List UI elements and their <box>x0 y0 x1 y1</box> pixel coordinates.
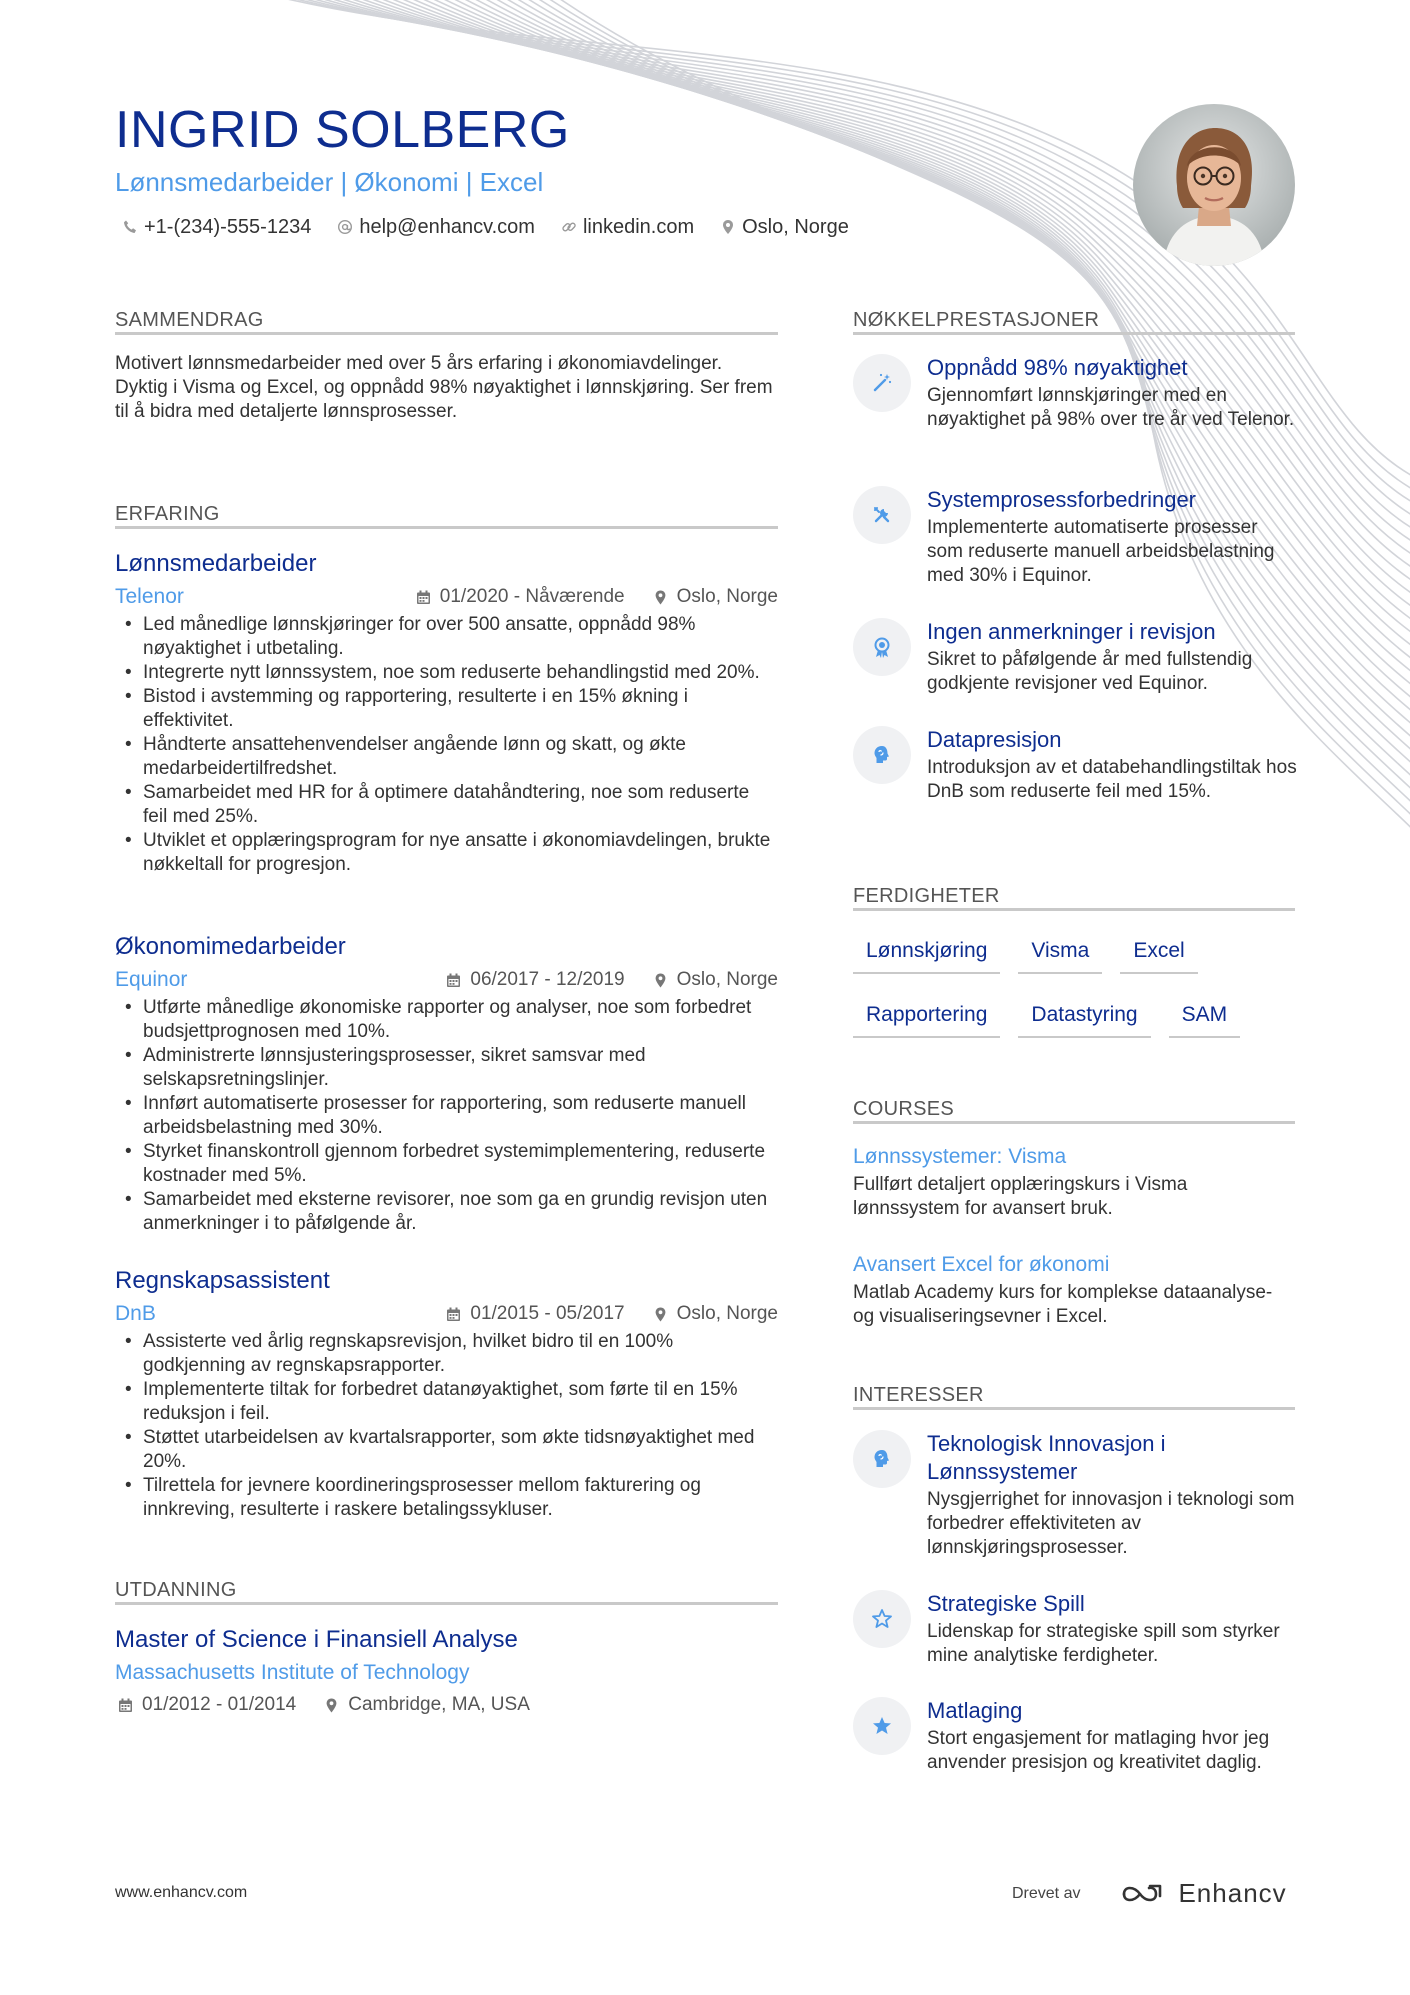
list-item: • Assisterte ved årlig regnskapsrevisjon, hvilket bidro til en 100% godkjenning av regnskapsrapporter. <box>143 1330 778 1378</box>
achievement-desc: Introduksjon av et databehandlingstiltak hos DnB som reduserte feil med 15%. <box>927 757 1297 802</box>
achievement-icon-circle <box>853 726 911 784</box>
section-divider <box>853 1407 1295 1410</box>
achievement-desc: Gjennomført lønnskjøringer med en nøyaktighet på 98% over tre år ved Telenor. <box>927 385 1295 430</box>
phone-icon <box>122 219 138 235</box>
interest-desc: Stort engasjement for matlaging hvor jeg anvender presisjon og kreativitet daglig. <box>927 1728 1270 1773</box>
section-divider <box>115 332 778 335</box>
job-meta-right <box>418 1303 778 1325</box>
education-entry <box>115 1625 778 1719</box>
section-title-education: UTDANNING <box>115 1579 237 1601</box>
interest-title: Matlaging <box>927 1698 1023 1723</box>
section-title-experience: ERFARING <box>115 503 220 525</box>
achievement-text <box>927 354 1297 432</box>
course-title: Avansert Excel for økonomi <box>853 1253 1110 1276</box>
achievement-item <box>853 354 1295 464</box>
brain-icon <box>870 743 894 767</box>
job-meta <box>115 583 778 611</box>
contact-phone[interactable] <box>122 214 311 240</box>
interest-title: Strategiske Spill <box>927 1591 1085 1616</box>
achievement-desc: Sikret to påfølgende år med fullstendig godkjente revisjoner ved Equinor. <box>927 649 1253 694</box>
achievement-text <box>927 726 1297 804</box>
achievement-icon-circle <box>853 618 911 676</box>
achievement-title: Systemprosessforbedringer <box>927 487 1197 512</box>
star-outline-icon <box>870 1607 894 1631</box>
footer-branding <box>1012 1878 1287 1909</box>
achievement-icon-circle <box>853 354 911 412</box>
list-item: • Utviklet et opplæringsprogram for nye ansatte i økonomiavdelingen, brukte nøkkeltall for progresjon. <box>143 829 778 877</box>
skill-tag: Lønnskjøring <box>853 934 1000 974</box>
job-bullets <box>115 1330 778 1522</box>
brand-logo[interactable] <box>1120 1878 1286 1909</box>
contact-email[interactable] <box>337 214 535 240</box>
list-item: • Integrerte nytt lønnssystem, noe som reduserte behandlingstid med 20%. <box>143 661 778 685</box>
achievement-title: Datapresisjon <box>927 727 1062 752</box>
education-location <box>324 1694 530 1716</box>
section-divider <box>853 332 1295 335</box>
job-bullets <box>115 996 778 1236</box>
job-dates <box>446 1303 624 1325</box>
degree-title: Master of Science i Finansiell Analyse <box>115 1626 518 1653</box>
education-dates-text: 01/2012 - 01/2014 <box>142 1694 297 1715</box>
at-icon <box>337 219 353 235</box>
course-desc: Matlab Academy kurs for komplekse dataanalyse- og visualiseringsevner i Excel. <box>853 1282 1273 1327</box>
avatar <box>1133 104 1295 266</box>
location-icon <box>653 1307 668 1322</box>
contact-row <box>122 214 875 240</box>
skill-tag: SAM <box>1169 998 1241 1038</box>
job-dates-text: 01/2015 - 05/2017 <box>470 1303 625 1324</box>
list-item: • Implementerte tiltak for forbedret datanøyaktighet, som førte til en 15% reduksjon i feil. <box>143 1378 778 1426</box>
interest-text <box>927 1590 1297 1668</box>
job-company: DnB <box>115 1302 156 1325</box>
skill-tag: Rapportering <box>853 998 1000 1038</box>
location-text: Oslo, Norge <box>742 216 849 238</box>
calendar-icon <box>446 1307 461 1322</box>
list-item: • Administrerte lønnsjusteringsprosesser, sikret samsvar med selskapsretningslinjer. <box>143 1044 778 1092</box>
section-divider <box>853 908 1295 911</box>
interest-text <box>927 1430 1297 1560</box>
job-role: Økonomimedarbeider <box>115 933 346 960</box>
achievement-title: Ingen anmerkninger i revisjon <box>927 619 1216 644</box>
list-item: • Led månedlige lønnskjøringer for over 500 ansatte, oppnådd 98% nøyaktighet i utbetaling. <box>143 613 778 661</box>
brand-name: Enhancv <box>1178 1878 1287 1908</box>
education-dates <box>118 1694 296 1716</box>
job-location-text: Oslo, Norge <box>676 1303 778 1324</box>
job-meta <box>115 966 778 994</box>
achievement-text <box>927 618 1297 696</box>
job-dates <box>446 969 624 991</box>
skills-row <box>853 998 1303 1038</box>
achievement-item <box>853 486 1295 596</box>
footer-website[interactable]: www.enhancv.com <box>115 1884 248 1901</box>
list-item: • Samarbeidet med HR for å optimere datahåndtering, noe som reduserte feil med 25%. <box>143 781 778 829</box>
powered-by-label: Drevet av <box>1012 1884 1081 1902</box>
star-filled-icon <box>870 1714 894 1738</box>
section-divider <box>853 1121 1295 1124</box>
achievement-text <box>927 486 1297 588</box>
interest-desc: Nysgjerrighet for innovasjon i teknologi som forbedrer effektiviteten av lønnskjøringsprosesser. <box>927 1489 1295 1558</box>
school-name: Massachusetts Institute of Technology <box>115 1661 470 1684</box>
job-meta-right <box>418 969 778 991</box>
list-item: • Støttet utarbeidelsen av kvartalsrapporter, som økte tidsnøyaktighet med 20%. <box>143 1426 778 1474</box>
achievement-item <box>853 726 1295 836</box>
job-role: Regnskapsassistent <box>115 1267 330 1294</box>
magic-wand-icon <box>870 371 894 395</box>
contact-location <box>720 214 849 240</box>
location-icon <box>653 590 668 605</box>
job-location <box>653 969 778 991</box>
interest-icon-circle <box>853 1697 911 1755</box>
interest-item <box>853 1590 1295 1680</box>
skill-tag: Excel <box>1120 934 1197 974</box>
job-meta <box>115 1300 778 1328</box>
achievement-desc: Implementerte automatiserte prosesser som reduserte manuell arbeidsbelastning med 30% i Equinor. <box>927 517 1275 586</box>
candidate-title: Lønnsmedarbeider | Økonomi | Excel <box>115 167 544 197</box>
achievement-item <box>853 618 1295 708</box>
candidate-name: INGRID SOLBERG <box>115 101 570 159</box>
job-role: Lønnsmedarbeider <box>115 550 317 577</box>
location-icon <box>324 1698 339 1713</box>
job-location-text: Oslo, Norge <box>676 586 778 607</box>
course-desc: Fullført detaljert opplæringskurs i Visma lønnssystem for avansert bruk. <box>853 1174 1188 1219</box>
enhancv-logo-icon <box>1120 1880 1168 1908</box>
calendar-icon <box>118 1698 133 1713</box>
email-text: help@enhancv.com <box>359 216 535 238</box>
interest-item <box>853 1697 1295 1807</box>
list-item: • Håndterte ansattehenvendelser angående lønn og skatt, og økte medarbeidertilfredshet. <box>143 733 778 781</box>
list-item: • Styrket finanskontroll gjennom forbedret systemimplementering, reduserte kostnader med 5%. <box>143 1140 778 1188</box>
job-location <box>653 586 778 608</box>
list-item: • Samarbeidet med eksterne revisorer, noe som ga en grundig revisjon uten anmerkninger i to påfølgende år. <box>143 1188 778 1236</box>
interest-icon-circle <box>853 1430 911 1488</box>
section-title-skills: FERDIGHETER <box>853 885 1000 907</box>
education-location-text: Cambridge, MA, USA <box>348 1694 530 1715</box>
job-company: Equinor <box>115 968 188 991</box>
tools-icon <box>870 503 894 527</box>
link-icon <box>561 219 577 235</box>
job-dates-text: 01/2020 - Nåværende <box>439 586 625 607</box>
interest-desc: Lidenskap for strategiske spill som styrker mine analytiske ferdigheter. <box>927 1621 1280 1666</box>
education-meta <box>115 1691 778 1719</box>
course-title: Lønnssystemer: Visma <box>853 1145 1067 1168</box>
skill-tag: Visma <box>1018 934 1102 974</box>
linkedin-text: linkedin.com <box>582 216 695 238</box>
list-item: • Bistod i avstemming og rapportering, resulterte i en 15% økning i effektivitet. <box>143 685 778 733</box>
skills-list <box>853 934 1303 1062</box>
job-dates <box>416 586 625 608</box>
interest-title: Teknologisk Innovasjon i Lønnssystemer <box>927 1431 1166 1484</box>
job-meta-right <box>388 586 778 608</box>
achievement-icon-circle <box>853 486 911 544</box>
list-item: • Tilrettela for jevnere koordineringsprosesser mellom fakturering og innkreving, resulterte i raskere betalingssykluser. <box>143 1474 778 1522</box>
course-item <box>853 1143 1295 1221</box>
calendar-icon <box>446 973 461 988</box>
job-entry <box>115 932 778 1236</box>
interest-item <box>853 1430 1295 1570</box>
location-icon <box>653 973 668 988</box>
section-divider <box>115 526 778 529</box>
section-title-interests: INTERESSER <box>853 1384 984 1406</box>
section-divider <box>115 1602 778 1605</box>
job-location-text: Oslo, Norge <box>676 969 778 990</box>
achievement-title: Oppnådd 98% nøyaktighet <box>927 355 1188 380</box>
section-title-courses: COURSES <box>853 1098 955 1120</box>
section-title-achievements: NØKKELPRESTASJONER <box>853 309 1100 331</box>
summary-text: Motivert lønnsmedarbeider med over 5 års erfaring i økonomiavdelinger. Dyktig i Visma og Excel, og oppnådd 98% nøyaktighet i lønnskjøring. Ser frem til å bidra med detaljerte lønnsprosesser. <box>115 353 773 422</box>
job-entry <box>115 1266 778 1522</box>
interest-icon-circle <box>853 1590 911 1648</box>
list-item: • Utførte månedlige økonomiske rapporter og analyser, noe som forbedret budsjettprognosen med 10%. <box>143 996 778 1044</box>
skills-row <box>853 934 1303 974</box>
phone-text: +1-(234)-555-1234 <box>144 216 312 238</box>
job-location <box>653 1303 778 1325</box>
contact-linkedin[interactable] <box>561 214 694 240</box>
job-bullets <box>115 613 778 877</box>
job-dates-text: 06/2017 - 12/2019 <box>470 969 625 990</box>
brain-icon <box>870 1447 894 1471</box>
location-icon <box>720 219 736 235</box>
list-item: • Innført automatiserte prosesser for rapportering, som reduserte manuell arbeidsbelastning med 30%. <box>143 1092 778 1140</box>
job-entry <box>115 549 778 877</box>
skill-tag: Datastyring <box>1018 998 1150 1038</box>
course-item <box>853 1251 1295 1329</box>
calendar-icon <box>416 590 431 605</box>
job-company: Telenor <box>115 585 184 608</box>
interest-text <box>927 1697 1297 1775</box>
section-title-summary: SAMMENDRAG <box>115 309 264 331</box>
award-icon <box>870 635 894 659</box>
